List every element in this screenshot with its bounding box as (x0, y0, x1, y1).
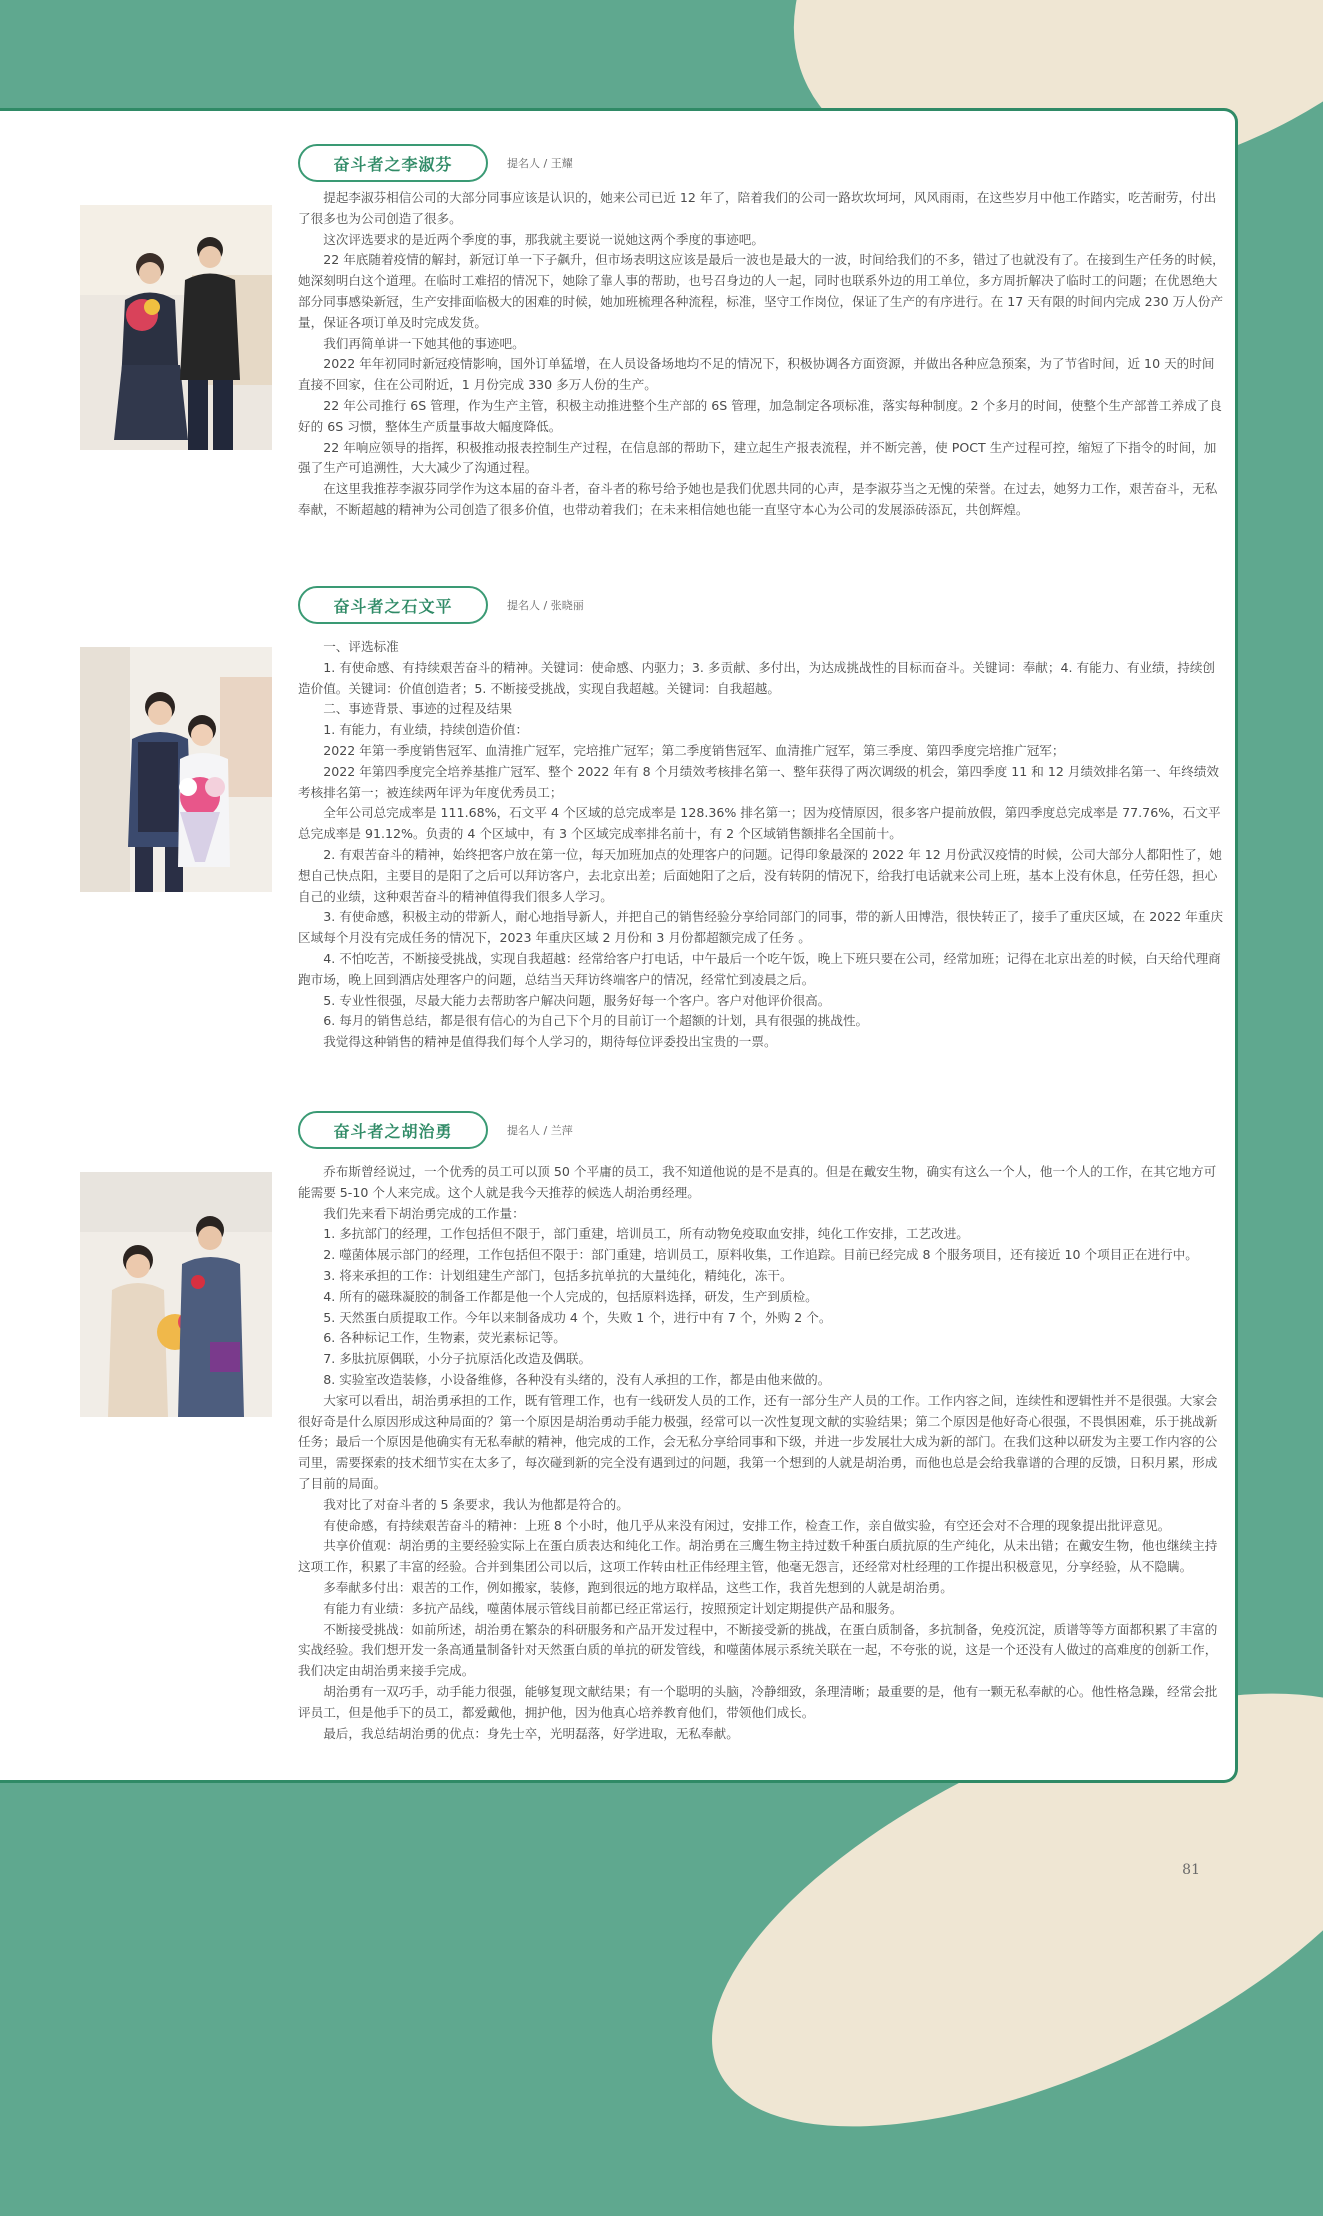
paragraph: 提起李淑芬相信公司的大部分同事应该是认识的，她来公司已近 12 年了，陪着我们的公司一路坎坎坷坷，风风雨雨，在这些岁月中他工作踏实，吃苦耐劳，付出了很多也为公司创造了很多。 (298, 190, 1217, 226)
paragraph: 乔布斯曾经说过，一个优秀的员工可以顶 50 个平庸的员工，我不知道他说的是不是真的。但是在戴安生物，确实有这么一个人，他一个人的工作，在其它地方可能需要 5-10 个人来完成。这个人就是我今天推荐的候选人胡治勇经理。 (298, 1164, 1217, 1200)
paragraph: 5. 专业性很强，尽最大能力去帮助客户解决问题，服务好每一个客户。客户对他评价很高。 (323, 992, 831, 1008)
paragraph: 一、评选标准 (323, 639, 399, 654)
paragraph: 我觉得这种销售的精神是值得我们每个人学习的，期待每位评委投出宝贵的一票。 (323, 1034, 777, 1050)
paragraph: 1. 有能力，有业绩，持续创造价值： (323, 722, 529, 738)
paragraph: 2. 有艰苦奋斗的精神，始终把客户放在第一位，每天加班加点的处理客户的问题。记得印象最深的 2022 年 12 月份武汉疫情的时候，公司大部分人都阳性了，她想自己快点阳，主要目的是阳了之后可以拜访客户，去北京出差；后面她阳了之后，没有转阴的情况下，给我打电话就来公司上班，基本上没有休息，任劳任怨，担心自己的业绩，这种艰苦奋斗的精神值得我们很多人学习。 (298, 846, 1222, 904)
paragraph: 我们再简单讲一下她其他的事迹吧。 (323, 335, 525, 351)
paragraph: 1. 有使命感、有持续艰苦奋斗的精神。关键词：使命感、内驱力；3. 多贡献、多付出，为达成挑战性的目标而奋斗。关键词：奉献；4. 有能力、有业绩，持续创造价值。关键词：价值创造者；5. 不断接受挑战，实现自我超越。关键词：自我超越。 (298, 659, 1216, 696)
section-body (298, 188, 1226, 521)
paragraph: 4. 不怕吃苦，不断接受挑战，实现自我超越：经常给客户打电话，中午最后一个吃午饭，晚上下班只要在公司，经常加班；记得在北京出差的时候，白天给代理商跑市场，晚上回到酒店处理客户的问题，总结当天拜访终端客户的情况，经常忙到凌晨之后。 (298, 950, 1221, 987)
paragraph: 我对比了对奋斗者的 5 条要求，我认为他都是符合的。 (323, 1496, 629, 1512)
section-title: 奋斗者之胡治勇 (298, 1111, 488, 1149)
paragraph: 5. 天然蛋白质提取工作。今年以来制备成功 4 个，失败 1 个，进行中有 7 个，外购 2 个。 (323, 1309, 832, 1325)
section-body (298, 637, 1226, 1053)
photo-3 (80, 1172, 272, 1417)
paragraph: 有能力有业绩：多抗产品线，噬菌体展示管线目前都已经正常运行，按照预定计划定期提供产品和服务。 (323, 1600, 903, 1616)
paragraph: 我们先来看下胡治勇完成的工作量： (323, 1205, 525, 1221)
paragraph: 7. 多肽抗原偶联，小分子抗原活化改造及偶联。 (323, 1351, 592, 1367)
nominator: 提名人 / 张晓丽 (507, 599, 584, 612)
paragraph: 大家可以看出，胡治勇承担的工作，既有管理工作，也有一线研发人员的工作，还有一部分生产人员的工作。工作内容之间，连续性和逻辑性并不是很强。大家会很好奇是什么原因形成这种局面的？第一个原因是胡治勇动手能力极强，经常可以一次性复现文献的实验结果；第二个原因是他好奇心很强，不畏惧困难，乐于挑战新任务；最后一个原因是他确实有无私奉献的精神，他完成的工作，会无私分享给同事和下级，并进一步发展壮大成为新的部门。在我们这种以研发为主要工作内容的公司里，需要探索的技术细节实在太多了，每次碰到新的完全没有遇到过的问题，我第一个想到的人就是胡治勇，而他也总是会给我靠谱的合理的反馈，日积月累，形成了目前的局面。 (298, 1392, 1218, 1491)
paragraph: 2022 年年初同时新冠疫情影响，国外订单猛增，在人员设备场地均不足的情况下，积极协调各方面资源，并做出各种应急预案，为了节省时间，近 10 天的时间直接不回家，住在公司附近，1 月份完成 330 多万人份的生产。 (298, 356, 1215, 393)
paragraph: 6. 每月的销售总结，都是很有信心的为自己下个月的目前订一个超额的计划，具有很强的挑战性。 (323, 1013, 869, 1029)
section-body (298, 1162, 1226, 1744)
paragraph: 1. 多抗部门的经理，工作包括但不限于，部门重建，培训员工，所有动物免疫取血安排，纯化工作安排，工艺改进。 (323, 1226, 969, 1242)
paragraph: 22 年底随着疫情的解封，新冠订单一下子飙升，但市场表明这应该是最后一波也是最大的一波，时间给我们的不多，错过了也就没有了。在接到生产任务的时候，她深刻明白这个道理。在临时工难招的情况下，她除了靠人事的帮助，也号召身边的人一起，同时也联系外边的用工单位，多方周折解决了临时工的问题；在优恩绝大部分同事感染新冠，生产安排面临极大的困难的时候，她加班梳理各种流程，标准，坚守工作岗位，保证了生产的有序进行。在 17 天有限的时间内完成 230 万人份产量，保证各项订单及时完成发货。 (298, 252, 1225, 330)
paragraph: 22 年响应领导的指挥，积极推动报表控制生产过程，在信息部的帮助下，建立起生产报表流程，并不断完善，使 POCT 生产过程可控，缩短了下指令的时间，加强了生产可追溯性，大大减少了沟通过程。 (298, 439, 1217, 476)
paragraph: 2022 年第四季度完全培养基推广冠军、整个 2022 年有 8 个月绩效考核排名第一、整年获得了两次调级的机会，第四季度 11 和 12 月绩效排名第一、年终绩效考核排名第一；被连续两年评为年度优秀员工； (298, 763, 1220, 800)
paragraph: 最后，我总结胡治勇的优点：身先士卒，光明磊落，好学进取，无私奉献。 (323, 1725, 739, 1741)
paragraph: 这次评选要求的是近两个季度的事，那我就主要说一说她这两个季度的事迹吧。 (323, 231, 764, 247)
paragraph: 共享价值观：胡治勇的主要经验实际上在蛋白质表达和纯化工作。胡治勇在三鹰生物主持过数千种蛋白质抗原的生产纯化，从未出错；在戴安生物，他也继续主持这项工作，积累了丰富的经验。合并到集团公司以后，这项工作转由杜正伟经理主管，他毫无怨言，还经常对杜经理的工作提出积极意见，分享经验，从不隐瞒。 (298, 1538, 1218, 1575)
paragraph: 在这里我推荐李淑芬同学作为这本届的奋斗者，奋斗者的称号给予她也是我们优恩共同的心声，是李淑芬当之无愧的荣誉。在过去，她努力工作，艰苦奋斗，无私奉献，不断超越的精神为公司创造了很多价值，也带动着我们；在未来相信她也能一直坚守本心为公司的发展添砖添瓦，共创辉煌。 (298, 481, 1218, 517)
paragraph: 2022 年第一季度销售冠军、血清推广冠军，完培推广冠军；第二季度销售冠军、血清推广冠军，第三季度、第四季度完培推广冠军； (323, 742, 1065, 758)
paragraph: 全年公司总完成率是 111.68%，石文平 4 个区域的总完成率是 128.36% 排名第一；因为疫情原因，很多客户提前放假，第四季度总完成率是 77.76%，石文平总完成率是 91.12%。负责的 4 个区域中，有 3 个区域完成率排名前十，有 2 个区域销售额排名全国前十。 (298, 805, 1221, 842)
paragraph: 多奉献多付出：艰苦的工作，例如搬家，装修，跑到很远的地方取样品，这些工作，我首先想到的人就是胡治勇。 (323, 1579, 953, 1595)
paragraph: 二、事迹背景、事迹的过程及结果 (323, 701, 513, 717)
nominator: 提名人 / 王耀 (507, 157, 573, 170)
paragraph: 胡治勇有一双巧手，动手能力很强，能够复现文献结果；有一个聪明的头脑，冷静细致，条理清晰；最重要的是，他有一颗无私奉献的心。他性格急躁，经常会批评员工，但是他手下的员工，都爱戴他，拥护他，因为他真心培养教育他们，带领他们成长。 (298, 1683, 1218, 1720)
paragraph: 8. 实验室改造装修，小设备维修，各种没有头绪的，没有人承担的工作，都是由他来做的。 (323, 1371, 831, 1387)
page-number: 81 (1182, 1862, 1200, 1878)
nominator: 提名人 / 兰萍 (507, 1124, 573, 1137)
paragraph: 22 年公司推行 6S 管理，作为生产主管，积极主动推进整个生产部的 6S 管理，加急制定各项标准，落实每种制度。2 个多月的时间，使整个生产部普工养成了良好的 6S 习惯，整体生产质量事故大幅度降低。 (298, 397, 1222, 434)
paragraph: 不断接受挑战：如前所述，胡治勇在繁杂的科研服务和产品开发过程中，不断接受新的挑战，在蛋白质制备，多抗制备，免疫沉淀，质谱等等方面都积累了丰富的实战经验。我们想开发一条高通量制备针对天然蛋白质的单抗的研发管线，和噬菌体展示系统关联在一起，不夸张的说，这是一个还没有人做过的高难度的创新工作，我们决定由胡治勇来接手完成。 (298, 1621, 1218, 1679)
photo-1 (80, 205, 272, 450)
paragraph: 3. 将来承担的工作：计划组建生产部门，包括多抗单抗的大量纯化，精纯化，冻干。 (323, 1267, 793, 1283)
paragraph: 3. 有使命感，积极主动的带新人，耐心地指导新人，并把自己的销售经验分享给同部门的同事，带的新人田博浩，很快转正了，接手了重庆区域，在 2022 年重庆区域每个月没有完成任务的情况下，2023 年重庆区域 2 月份和 3 月份都超额完成了任务 。 (298, 909, 1224, 946)
photo-2 (80, 647, 272, 892)
section-title: 奋斗者之李淑芬 (298, 144, 488, 182)
paragraph: 6. 各种标记工作，生物素，荧光素标记等。 (323, 1330, 566, 1346)
section-title: 奋斗者之石文平 (298, 586, 488, 624)
paragraph: 2. 噬菌体展示部门的经理，工作包括但不限于：部门重建，培训员工，原料收集，工作追踪。目前已经完成 8 个服务项目，还有接近 10 个项目正在进行中。 (323, 1247, 1198, 1263)
content-card (0, 108, 1238, 1783)
paragraph: 有使命感，有持续艰苦奋斗的精神：上班 8 个小时，他几乎从来没有闲过，安排工作，检查工作，亲自做实验，有空还会对不合理的现象提出批评意见。 (323, 1517, 1171, 1533)
paragraph: 4. 所有的磁珠凝胶的制备工作都是他一个人完成的，包括原料选择，研发，生产到质检。 (323, 1288, 818, 1304)
